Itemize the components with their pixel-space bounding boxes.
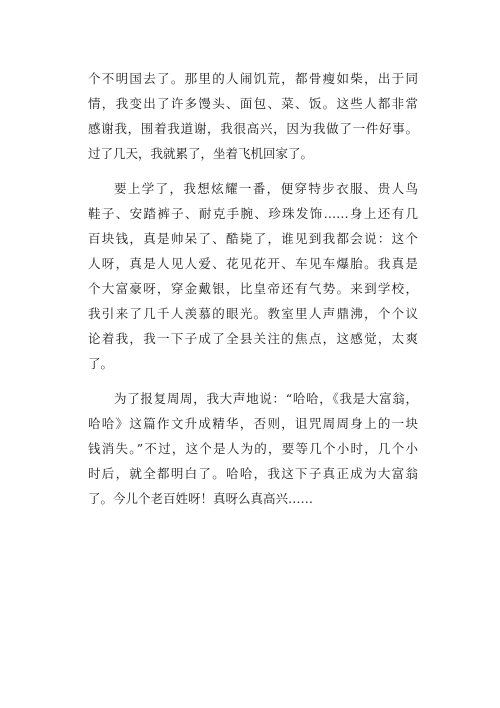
text-line: 过了几天，我就累了，坐着飞机回家了。 (88, 146, 314, 161)
text-line: 时后，就全都明白了。哈哈，我这下子真正成为大富翁 (88, 466, 418, 481)
text-line: 要上学了，我想炫耀一番，便穿特步衣服、贵人鸟 (114, 181, 418, 196)
essay-text (88, 66, 418, 521)
paragraph-3 (88, 386, 418, 511)
text-line: 鞋子、安踏裤子、耐克手腕、珍珠发饰……身上还有几 (88, 206, 418, 221)
text-line: 个不明国去了。那里的人闹饥荒，都骨瘦如柴，出于同 (88, 71, 418, 86)
text-line: 情，我变出了许多馒头、面包、菜、饭。这些人都非常 (88, 96, 418, 111)
text-line: 为了报复周周，我大声地说：“哈哈，《我是大富翁， (114, 391, 418, 406)
text-line: 感谢我，围着我道谢，我很高兴，因为我做了一件好事。 (88, 121, 418, 136)
text-line: 了。 (88, 356, 114, 371)
text-line: 人呀，真是人见人爱、花见花开、车见车爆胎。我真是 (88, 256, 418, 271)
text-line: 个大富豪呀，穿金戴银，比皇帝还有气势。来到学校， (88, 281, 418, 296)
paragraph-2 (88, 176, 418, 376)
text-line: 哈哈》这篇作文升成精华，否则，诅咒周周身上的一块 (88, 416, 418, 431)
text-line: 我引来了几千人羡慕的眼光。教室里人声鼎沸，个个议 (88, 306, 418, 321)
text-line: 了。今儿个老百姓呀！真呀么真高兴…… (88, 491, 314, 506)
text-line: 论着我，我一下子成了全县关注的焦点，这感觉，太爽 (88, 331, 418, 346)
text-line: 百块钱，真是帅呆了、酷毙了，谁见到我都会说：这个 (88, 231, 418, 246)
text-line: 钱消失。”不过，这个是人为的，要等几个小时，几个小 (88, 441, 418, 456)
paragraph-1 (88, 66, 418, 166)
